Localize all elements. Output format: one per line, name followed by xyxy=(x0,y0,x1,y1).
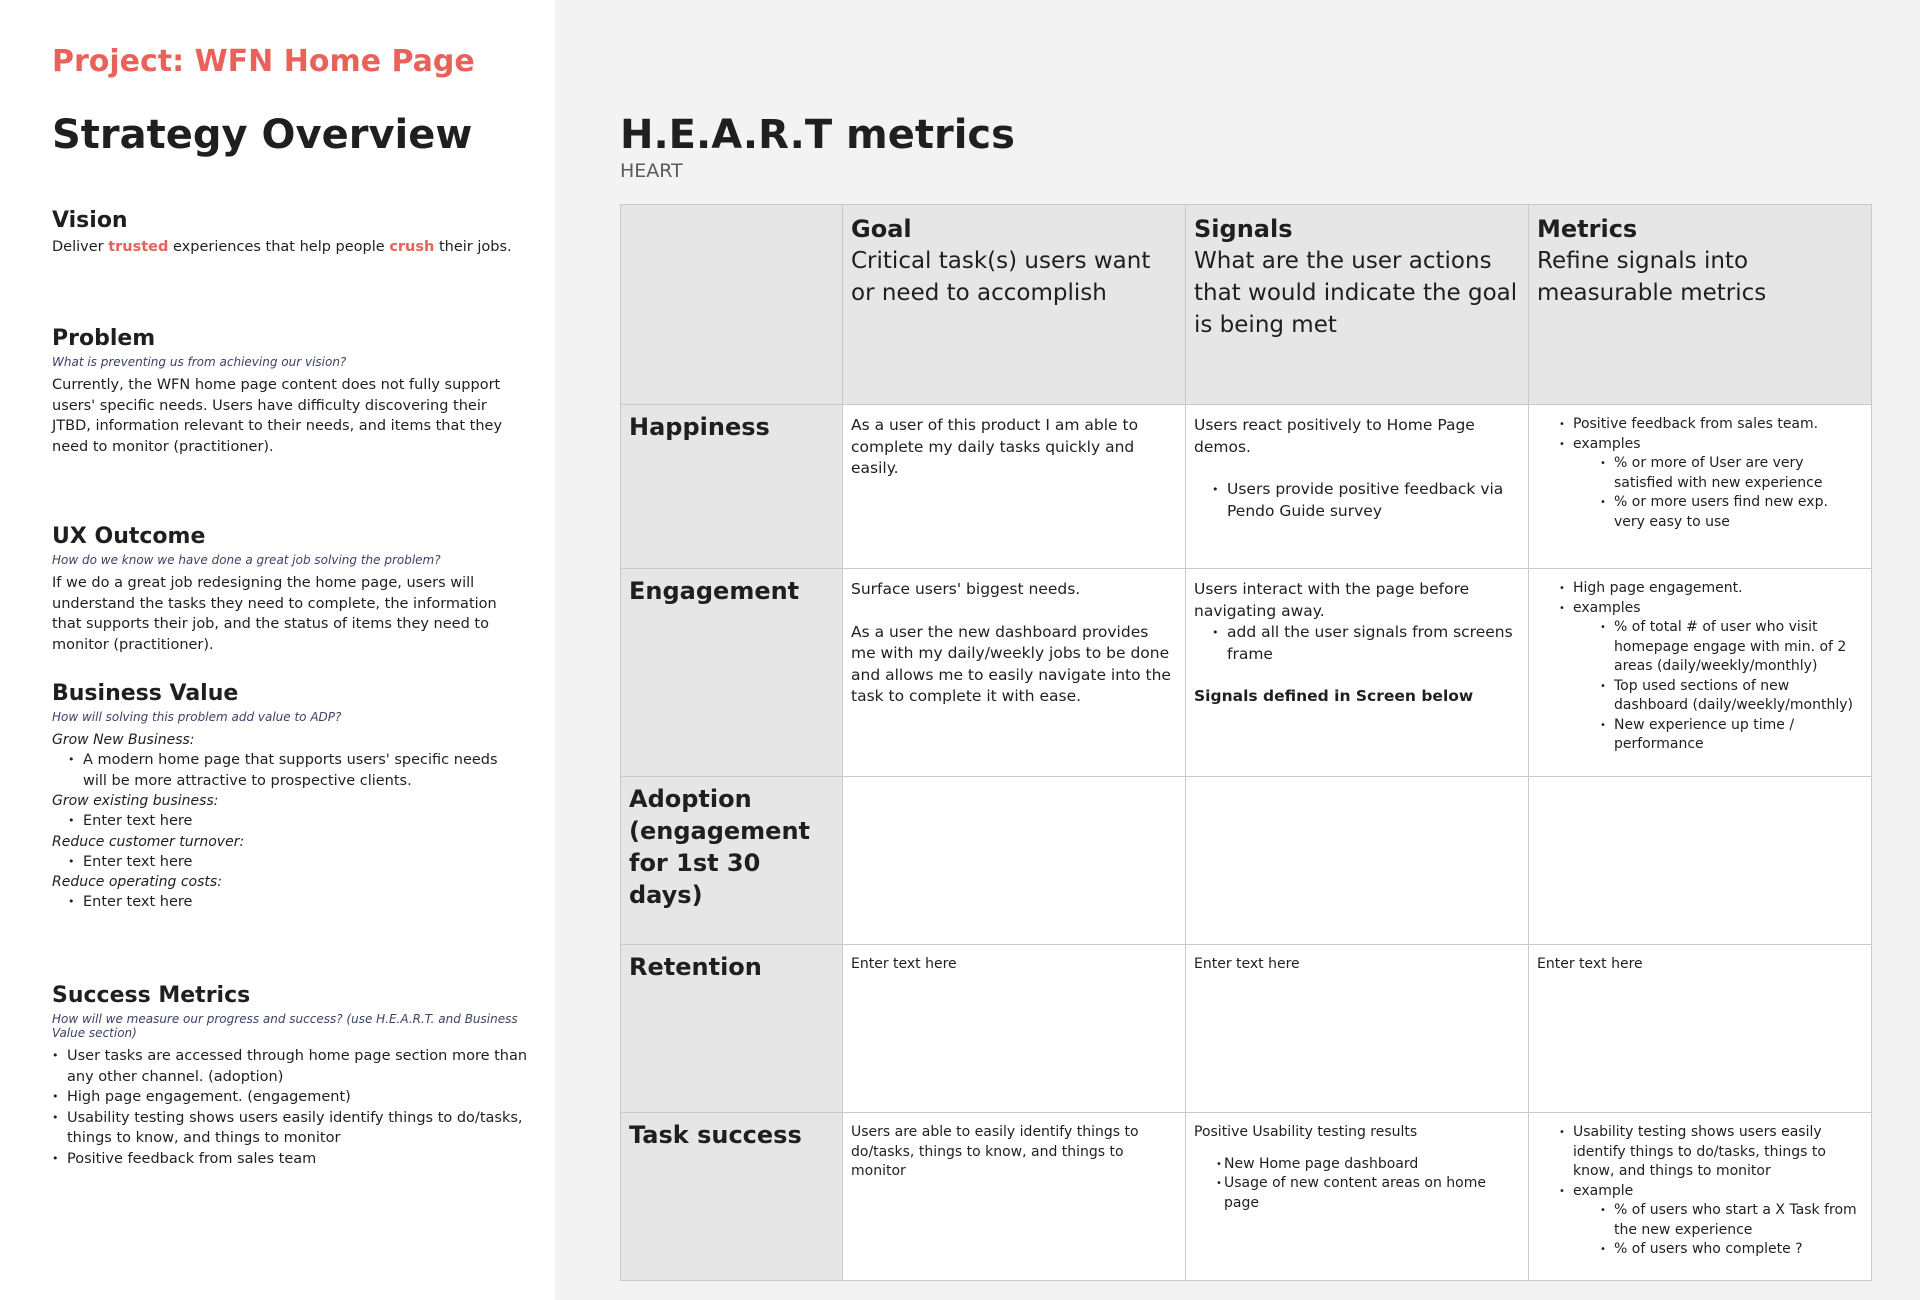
engagement-goal-cell[interactable] xyxy=(843,569,1186,777)
business-value-question: How will solving this problem add value to ADP? xyxy=(52,710,342,724)
heart-subtitle: HEART xyxy=(620,160,683,182)
happiness-goal: As a user of this product I am able to complete my daily tasks quickly and easily. xyxy=(851,416,1139,477)
success-metrics-heading: Success Metrics xyxy=(52,983,251,1008)
column-goal-desc: Critical task(s) users want or need to accomplish xyxy=(851,248,1151,306)
task-goal: Users are able to easily identify things to do/tasks, things to know, and things to monitor xyxy=(851,1124,1139,1179)
bv-category: Grow existing business: xyxy=(52,793,219,809)
vision-text-part: experiences that help people xyxy=(168,239,390,255)
success-metrics-section xyxy=(52,983,542,1169)
engagement-signal-note: Signals defined in Screen below xyxy=(1194,687,1474,705)
happiness-signals-cell[interactable] xyxy=(1186,405,1529,569)
ux-outcome-question: How do we know we have done a great job solving the problem? xyxy=(52,553,441,567)
task-metric-bullet: • Usability testing shows users easily identify things to do/tasks, things to know, and things to monitor xyxy=(1537,1123,1863,1182)
vision-heading: Vision xyxy=(52,208,128,233)
heart-table xyxy=(620,204,1872,1281)
column-metrics-title: Metrics xyxy=(1537,215,1638,243)
row-task-success xyxy=(621,1113,1872,1281)
engagement-goal-2: As a user the new dashboard provides me with my daily/weekly jobs to be done and allows me to easily navigate into the task to complete it with ease. xyxy=(851,622,1171,705)
engagement-signal-bullet: • add all the user signals from screens frame xyxy=(1194,622,1520,665)
retention-metrics-cell[interactable] xyxy=(1529,945,1872,1113)
bv-item[interactable]: • Enter text here xyxy=(52,811,522,832)
vision-highlight-crush: crush xyxy=(389,239,435,255)
project-title: Project: WFN Home Page xyxy=(52,44,475,79)
bv-category: Grow New Business: xyxy=(52,732,195,748)
happiness-goal-cell[interactable] xyxy=(843,405,1186,569)
success-metric-item: • Positive feedback from sales team xyxy=(52,1149,542,1170)
adoption-goal-cell[interactable] xyxy=(843,777,1186,945)
happiness-metric-subbullet: • % or more of User are very satisfied with new experience xyxy=(1537,454,1863,493)
retention-goal-cell[interactable] xyxy=(843,945,1186,1113)
task-signal-bullet: • New Home page dashboard xyxy=(1194,1155,1520,1175)
row-happiness xyxy=(621,405,1872,569)
column-goal xyxy=(843,205,1186,405)
task-signal-text: Positive Usability testing results xyxy=(1194,1124,1418,1140)
adoption-signals-cell[interactable] xyxy=(1186,777,1529,945)
happiness-signal-text: Users react positively to Home Page demos. xyxy=(1194,416,1475,456)
engagement-goal-1: Surface users' biggest needs. xyxy=(851,580,1081,598)
engagement-metric-subbullet: • New experience up time / performance xyxy=(1537,716,1863,755)
business-value-section xyxy=(52,681,522,913)
bv-item[interactable]: • Enter text here xyxy=(52,852,522,873)
adoption-metrics-cell[interactable] xyxy=(1529,777,1872,945)
column-signals-title: Signals xyxy=(1194,215,1293,243)
row-adoption xyxy=(621,777,1872,945)
task-signal-bullet: • Usage of new content areas on home page xyxy=(1194,1174,1520,1213)
problem-heading: Problem xyxy=(52,326,156,351)
happiness-metric-bullet: • Positive feedback from sales team. xyxy=(1537,415,1863,435)
bv-category: Reduce operating costs: xyxy=(52,874,222,890)
row-label-retention: Retention xyxy=(621,945,843,1113)
row-engagement xyxy=(621,569,1872,777)
retention-goal: Enter text here xyxy=(851,956,957,972)
ux-outcome-heading: UX Outcome xyxy=(52,524,206,549)
vision-text xyxy=(52,237,522,258)
success-metric-item: • Usability testing shows users easily identify things to do/tasks, things to know, and things to monitor xyxy=(52,1108,542,1149)
task-metric-bullet: • example xyxy=(1537,1182,1863,1202)
engagement-metric-bullet: • High page engagement. xyxy=(1537,579,1863,599)
row-label-task-success: Task success xyxy=(621,1113,843,1281)
engagement-signal-text: Users interact with the page before navigating away. xyxy=(1194,580,1470,620)
column-goal-title: Goal xyxy=(851,215,912,243)
task-goal-cell[interactable] xyxy=(843,1113,1186,1281)
row-label-happiness: Happiness xyxy=(621,405,843,569)
happiness-metrics-cell[interactable] xyxy=(1529,405,1872,569)
page-title: Strategy Overview xyxy=(52,112,473,158)
problem-body: Currently, the WFN home page content does not fully support users' specific needs. Users have difficulty discovering their JTBD, information relevant to their needs, and items that they need to monitor (practitioner). xyxy=(52,377,503,455)
ux-outcome-body: If we do a great job redesigning the home page, users will understand the tasks they need to complete, the information that supports their job, and the status of items they need to monitor (practitioner). xyxy=(52,575,497,653)
header-corner xyxy=(621,205,843,405)
vision-text-part: Deliver xyxy=(52,239,109,255)
heart-title: H.E.A.R.T metrics xyxy=(620,112,1015,158)
bv-item: • A modern home page that supports users' specific needs will be more attractive to prospective clients. xyxy=(52,750,522,791)
business-value-heading: Business Value xyxy=(52,681,239,706)
task-metric-subbullet: • % of users who complete ? xyxy=(1537,1240,1863,1260)
retention-metric: Enter text here xyxy=(1537,956,1643,972)
engagement-signals-cell[interactable] xyxy=(1186,569,1529,777)
task-signals-cell[interactable] xyxy=(1186,1113,1529,1281)
happiness-metric-subbullet: • % or more users find new exp. very easy to use xyxy=(1537,493,1863,532)
success-metric-item: • User tasks are accessed through home page section more than any other channel. (adoption) xyxy=(52,1046,542,1087)
happiness-metric-bullet: • examples xyxy=(1537,435,1863,455)
heart-header-row xyxy=(621,205,1872,405)
problem-question: What is preventing us from achieving our vision? xyxy=(52,355,347,369)
column-signals-desc: What are the user actions that would indicate the goal is being met xyxy=(1194,248,1518,338)
vision-section xyxy=(52,208,522,258)
column-signals xyxy=(1186,205,1529,405)
bv-category: Reduce customer turnover: xyxy=(52,833,245,850)
task-metrics-cell[interactable] xyxy=(1529,1113,1872,1281)
retention-signals-cell[interactable] xyxy=(1186,945,1529,1113)
row-label-engagement: Engagement xyxy=(621,569,843,777)
column-metrics-desc: Refine signals into measurable metrics xyxy=(1537,248,1767,306)
row-retention xyxy=(621,945,1872,1113)
vision-highlight-trusted: trusted xyxy=(108,239,169,255)
engagement-metrics-cell[interactable] xyxy=(1529,569,1872,777)
engagement-metric-bullet: • examples xyxy=(1537,599,1863,619)
engagement-metric-subbullet: • % of total # of user who visit homepage engage with min. of 2 areas (daily/weekly/monthly) xyxy=(1537,618,1863,677)
ux-outcome-section xyxy=(52,524,522,655)
success-metric-item: • High page engagement. (engagement) xyxy=(52,1087,542,1108)
happiness-signal-bullet: • Users provide positive feedback via Pendo Guide survey xyxy=(1194,479,1520,522)
column-metrics xyxy=(1529,205,1872,405)
success-metrics-question: How will we measure our progress and success? (use H.E.A.R.T. and Business Value section) xyxy=(52,1012,518,1040)
problem-section xyxy=(52,326,522,457)
task-metric-subbullet: • % of users who start a X Task from the new experience xyxy=(1537,1201,1863,1240)
vision-text-part: their jobs. xyxy=(434,239,512,255)
row-label-adoption: Adoption (engagement for 1st 30 days) xyxy=(621,777,843,945)
engagement-metric-subbullet: • Top used sections of new dashboard (daily/weekly/monthly) xyxy=(1537,677,1863,716)
bv-item[interactable]: • Enter text here xyxy=(52,892,522,913)
retention-signal: Enter text here xyxy=(1194,956,1300,972)
